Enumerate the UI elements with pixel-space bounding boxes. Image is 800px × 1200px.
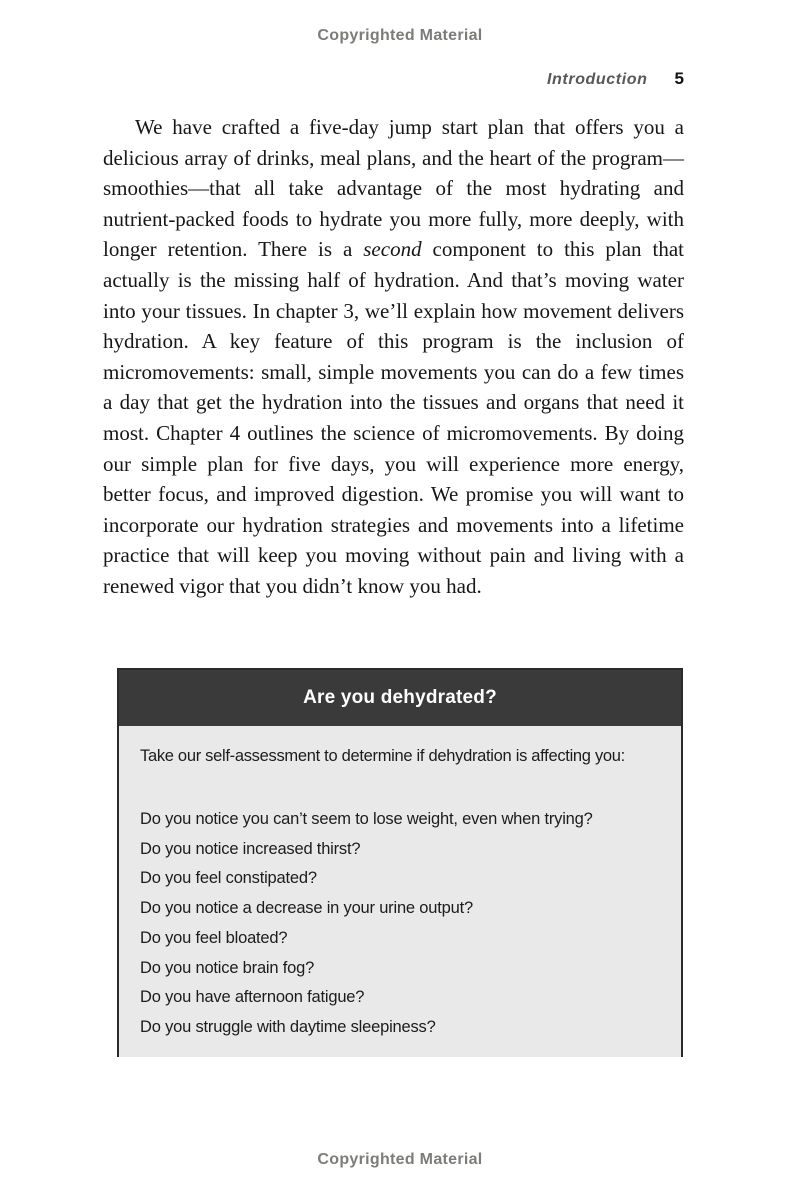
assessment-box — [117, 668, 683, 1057]
body-paragraph — [103, 112, 684, 602]
question-item: Do you notice increased thirst? — [140, 839, 361, 858]
paragraph-text-lead: We have crafted a five-day jump start plan that offers you a delicious array of drinks, meal plans, and the heart of the program—smoothies—that all take advantage of the most hydrating and nutrient-packed foods to hydrate you more fully, more deeply, with longer retention. There is a — [103, 115, 684, 262]
question-item: Do you notice a decrease in your urine output? — [140, 899, 473, 918]
paragraph-text-tail: component to this plan that actually is the missing half of hydration. And that’s moving water into your tissues. In chapter 3, we’ll explain how movement delivers hydration. A key feature of this program is the inclusion of micromovements: small, simple movements you can do a few times a day that get the hydration into the tissues and organs that need it most. Chapter 4 outlines the science of micromovements. By doing our simple plan for five days, you will experience more energy, better focus, and improved digestion. We promise you will want to incorporate our hydration strategies and movements into a lifetime practice that will keep you moving without pain and living with a renewed vigor that you didn’t know you had. — [103, 237, 684, 598]
assessment-intro-text: Take our self-assessment to determine if dehydration is affecting you: — [140, 747, 625, 765]
question-item: Do you feel bloated? — [140, 928, 288, 947]
running-header — [547, 69, 684, 89]
question-list — [140, 805, 663, 1043]
assessment-box-body — [119, 726, 681, 1043]
copyright-notice-top: Copyrighted Material — [317, 27, 483, 44]
copyright-notice-bottom: Copyrighted Material — [317, 1151, 483, 1168]
question-item: Do you feel constipated? — [140, 869, 317, 888]
assessment-box-header — [119, 670, 681, 726]
question-item: Do you have afternoon fatigue? — [140, 988, 365, 1007]
paragraph-italic-word: second — [363, 237, 422, 262]
question-item: Do you notice brain fog? — [140, 958, 315, 977]
question-item: Do you struggle with daytime sleepiness? — [140, 1017, 436, 1036]
page-number: 5 — [674, 69, 684, 88]
assessment-box-title: Are you dehydrated? — [303, 687, 497, 708]
running-head-chapter-title: Introduction — [547, 71, 648, 88]
question-item: Do you notice you can’t seem to lose weight, even when trying? — [140, 810, 593, 828]
